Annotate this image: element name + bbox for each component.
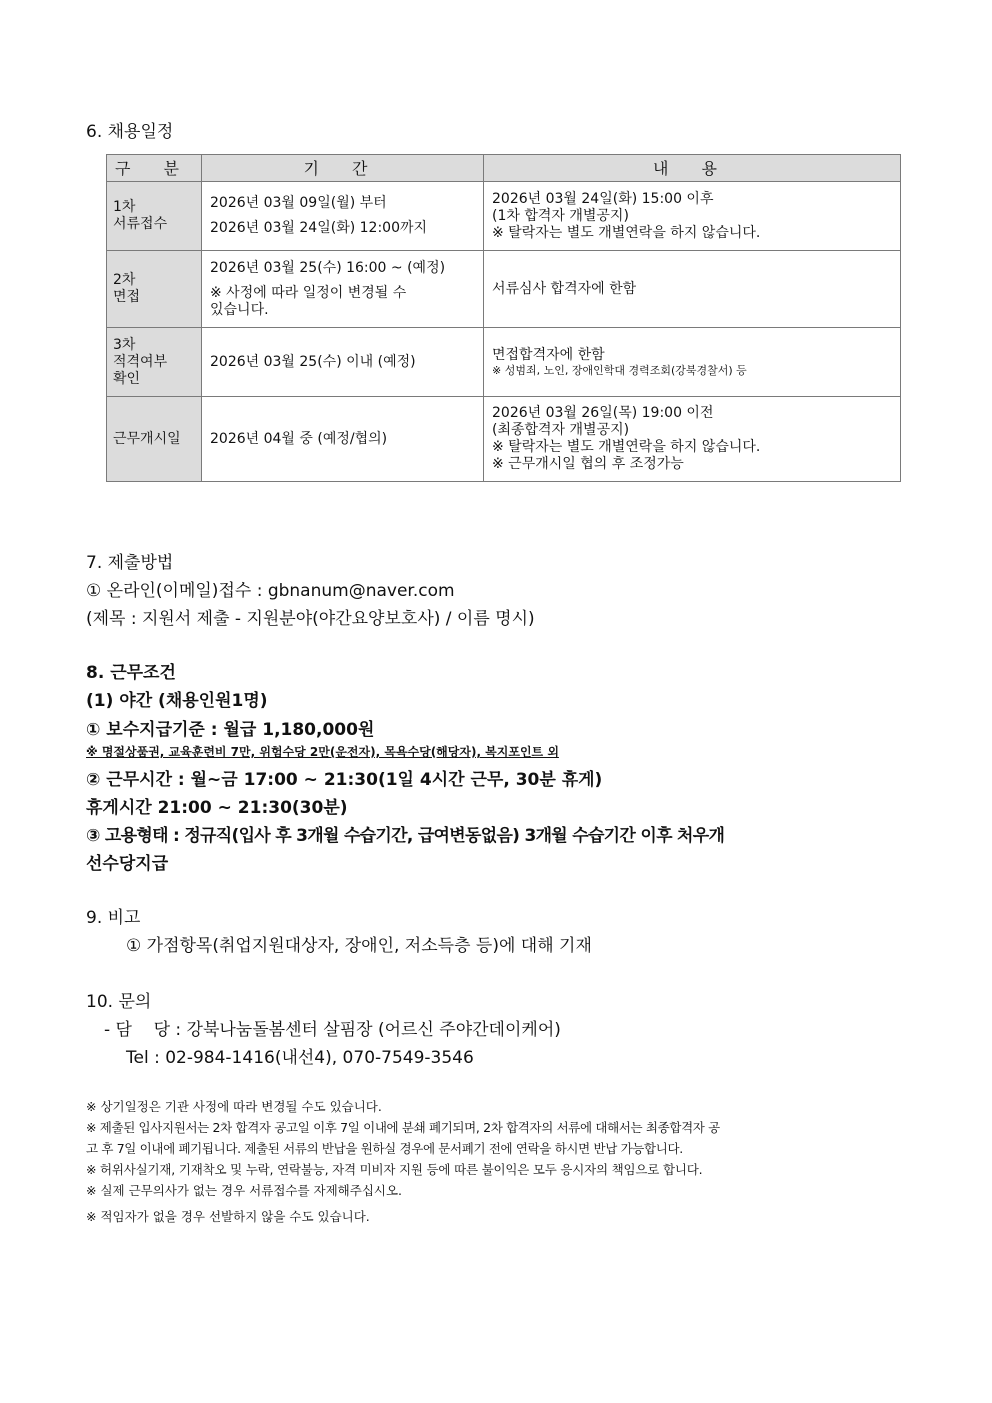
- label-line: 서류접수: [113, 216, 168, 232]
- row-content: [484, 397, 901, 482]
- period-line: 있습니다.: [210, 301, 269, 318]
- section-10-heading: 10. 문의: [86, 992, 152, 1012]
- employment-type-line-cont: 선수당지급: [86, 854, 169, 874]
- submission-email-line: ① 온라인(이메일)접수 : gbnanum@naver.com: [86, 581, 455, 601]
- row-content: [484, 182, 901, 251]
- header-content: 내 용: [484, 155, 901, 182]
- label-line: 2차: [113, 272, 136, 288]
- content-note: ※ 성범죄, 노인, 장애인학대 경력조회(강북경찰서) 등: [492, 363, 747, 377]
- schedule-table: [106, 154, 901, 482]
- label-line: 면접: [113, 289, 141, 305]
- section-8-heading: 8. 근무조건: [86, 663, 176, 683]
- content-line: 서류심사 합격자에 한함: [492, 280, 637, 297]
- content-line: ※ 탈락자는 별도 개별연락을 하지 않습니다.: [492, 224, 761, 241]
- row-label: [107, 251, 202, 328]
- table-row: [107, 397, 901, 482]
- work-hours-line: ② 근무시간 : 월~금 17:00 ~ 21:30(1일 4시간 근무, 30분 휴게): [86, 770, 603, 790]
- row-label: [107, 328, 202, 397]
- note-line: 고 후 7일 이내에 폐기됩니다. 제출된 서류의 반납을 원하실 경우에 문서폐기 전에 연락을 하시면 반납 가능합니다.: [86, 1141, 683, 1156]
- section-9-heading: 9. 비고: [86, 908, 141, 928]
- note-line: ※ 허위사실기재, 기재착오 및 누락, 연락불능, 자격 미비자 지원 등에 따른 불이익은 모두 응시자의 책임으로 합니다.: [86, 1162, 703, 1177]
- label-line: 3차: [113, 336, 136, 353]
- row-period: [202, 182, 484, 251]
- period-line: 2026년 03월 25(수) 이내 (예정): [210, 353, 416, 370]
- period-line: ※ 사정에 따라 일정이 변경될 수: [210, 284, 407, 301]
- night-shift-subheading: (1) 야간 (채용인원1명): [86, 691, 268, 711]
- header-category: 구 분: [107, 155, 202, 182]
- table-row: [107, 328, 901, 397]
- header-period: 기 간: [202, 155, 484, 182]
- pay-line: ① 보수지급기준 : 월급 1,180,000원: [86, 720, 375, 740]
- row-content: [484, 328, 901, 397]
- note-line: ※ 제출된 입사지원서는 2차 합격자 공고일 이후 7일 이내에 분쇄 폐기되며, 2차 합격자의 서류에 대해서는 최종합격자 공: [86, 1120, 720, 1135]
- tel-line: Tel : 02-984-1416(내선4), 070-7549-3546: [126, 1048, 474, 1068]
- submission-subject-line: (제목 : 지원서 제출 - 지원분야(야간요양보호사) / 이름 명시): [86, 609, 535, 629]
- note-line: ※ 적임자가 없을 경우 선발하지 않을 수도 있습니다.: [86, 1209, 370, 1224]
- contact-line: - 담 당 : 강북나눔돌봄센터 살핌장 (어르신 주야간데이케어): [104, 1020, 561, 1040]
- section-6-heading: 6. 채용일정: [86, 122, 174, 142]
- employment-type-line: ③ 고용형태 : 정규직(입사 후 3개월 수습기간, 급여변동없음) 3개월 수습기간 이후 처우개: [86, 826, 725, 846]
- label-line: 근무개시일: [113, 430, 181, 447]
- period-line: 2026년 04월 중 (예정/협의): [210, 430, 388, 447]
- content-line: (1차 합격자 개별공지): [492, 207, 629, 224]
- label-line: 1차: [113, 199, 136, 215]
- period-line: 2026년 03월 09일(월) 부터: [210, 195, 387, 211]
- period-line: 2026년 03월 24일(화) 12:00까지: [210, 220, 428, 236]
- section-7-heading: 7. 제출방법: [86, 553, 174, 573]
- row-period: [202, 251, 484, 328]
- note-line: ※ 상기일정은 기관 사정에 따라 변경될 수도 있습니다.: [86, 1099, 382, 1114]
- label-line: 확인: [113, 370, 141, 387]
- content-line: 2026년 03월 26일(목) 19:00 이전: [492, 405, 714, 421]
- content-line: 2026년 03월 24일(화) 15:00 이후: [492, 190, 714, 207]
- row-label: [107, 182, 202, 251]
- content-line: ※ 탈락자는 별도 개별연락을 하지 않습니다.: [492, 439, 761, 455]
- row-period: [202, 328, 484, 397]
- label-line: 적격여부: [113, 353, 168, 370]
- schedule-table-header: [107, 155, 901, 182]
- remarks-line: ① 가점항목(취업지원대상자, 장애인, 저소득층 등)에 대해 기재: [126, 936, 592, 956]
- row-period: [202, 397, 484, 482]
- table-row: [107, 251, 901, 328]
- row-label: [107, 397, 202, 482]
- content-line: 면접합격자에 한함: [492, 346, 605, 363]
- note-line: ※ 실제 근무의사가 없는 경우 서류접수를 자제해주십시오.: [86, 1183, 403, 1198]
- row-content: [484, 251, 901, 328]
- pay-note: ※ 명절상품권, 교육훈련비 7만, 위험수당 2만(운전자), 목욕수당(해당자), 복지포인트 외: [86, 745, 559, 759]
- content-line: (최종합격자 개별공지): [492, 422, 630, 438]
- table-row: [107, 182, 901, 251]
- period-line: 2026년 03월 25(수) 16:00 ~ (예정): [210, 259, 446, 276]
- content-line: ※ 근무개시일 협의 후 조정가능: [492, 456, 684, 472]
- break-time-line: 휴게시간 21:00 ~ 21:30(30분): [86, 798, 348, 818]
